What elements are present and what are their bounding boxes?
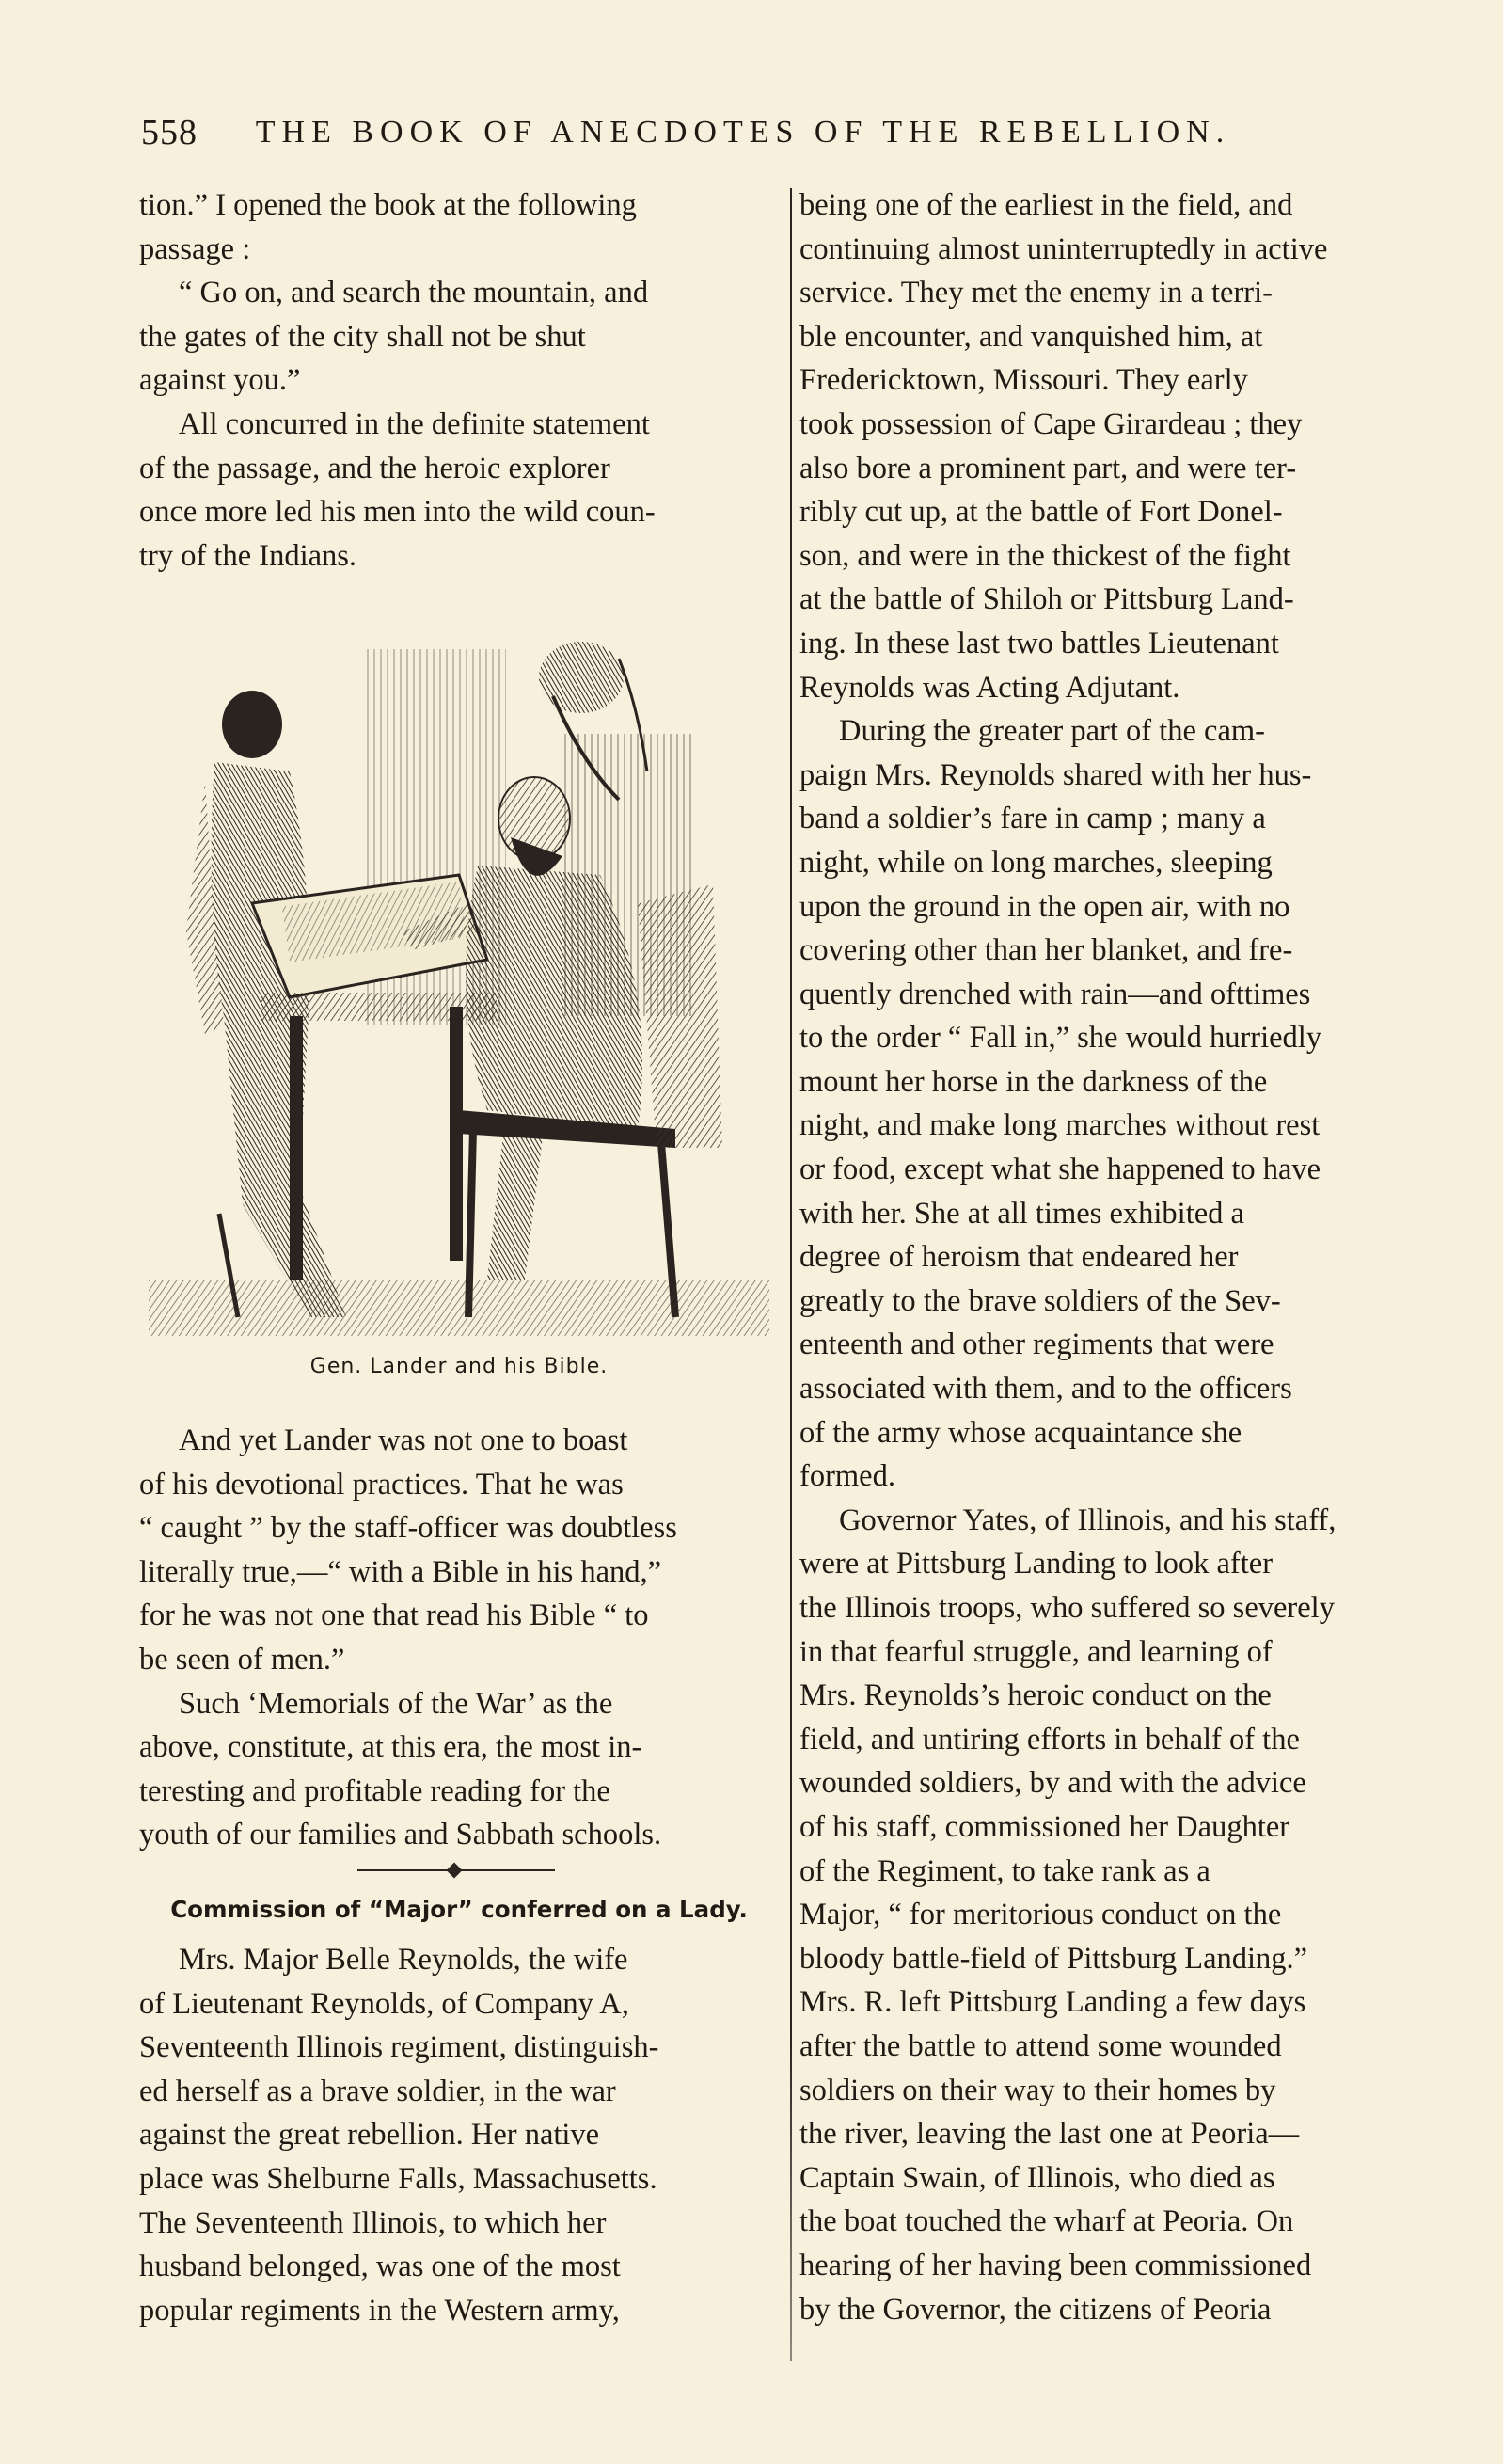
text-line: ble encounter, and vanquished him, at (799, 319, 1263, 354)
text-line: night, while on long marches, sleeping (799, 845, 1273, 880)
text-line: quently drenched with rain—and ofttimes (799, 977, 1311, 1011)
text-line: During the greater part of the cam- (839, 714, 1265, 749)
text-line: popular regiments in the Western army, (139, 2293, 620, 2328)
page-number: 558 (141, 113, 198, 152)
text-line: paign Mrs. Reynolds shared with her hus- (799, 757, 1312, 792)
text-line: passage : (139, 231, 251, 266)
text-line: ing. In these last two battles Lieutenant (799, 626, 1279, 660)
text-line: Mrs. Reynolds’s heroic conduct on the (799, 1678, 1272, 1713)
left-column-middle (139, 1419, 779, 1857)
text-line: with her. She at all times exhibited a (799, 1196, 1244, 1231)
text-line: of the army whose acquaintance she (799, 1415, 1242, 1450)
left-column-top (139, 183, 779, 578)
text-line: band a soldier’s fare in camp ; many a (799, 802, 1266, 836)
text-line: Captain Swain, of Illinois, who died as (799, 2160, 1275, 2195)
text-line: of the passage, and the heroic explorer (139, 451, 610, 485)
text-line: Mrs. R. left Pittsburg Landing a few days (799, 1985, 1306, 2020)
text-line: be seen of men.” (139, 1642, 345, 1677)
text-line: of the Regiment, to take rank as a (799, 1853, 1210, 1888)
text-line: bloody battle-field of Pittsburg Landing.” (799, 1941, 1308, 1976)
text-line: associated with them, and to the officers (799, 1372, 1292, 1407)
text-line: upon the ground in the open air, with no (799, 889, 1290, 924)
text-line: once more led his men into the wild coun- (139, 495, 656, 530)
text-line: service. They met the enemy in a terri- (799, 276, 1273, 310)
text-line: husband belonged, was one of the most (139, 2249, 621, 2284)
text-line: The Seventeenth Illinois, to which her (139, 2205, 607, 2240)
text-line: of his staff, commissioned her Daughter (799, 1809, 1290, 1844)
figure-caption: Gen. Lander and his Bible. (309, 1355, 609, 1378)
text-line: to the order “ Fall in,” she would hurriedly (799, 1021, 1322, 1056)
text-line: And yet Lander was not one to boast (179, 1423, 628, 1457)
text-line: ed herself as a brave soldier, in the war (139, 2074, 616, 2108)
text-line: covering other than her blanket, and fre- (799, 933, 1293, 968)
text-line: took possession of Cape Girardeau ; they (799, 406, 1303, 441)
text-line: Reynolds was Acting Adjutant. (799, 670, 1180, 705)
text-line: or food, except what she happened to have (799, 1153, 1321, 1187)
text-line: Seventeenth Illinois regiment, distinguish- (139, 2030, 659, 2065)
section-ornament (357, 1863, 555, 1878)
text-line: the river, leaving the last one at Peoria— (799, 2117, 1300, 2152)
text-line: enteenth and other regiments that were (799, 1327, 1274, 1362)
text-line: All concurred in the definite statement (179, 406, 650, 441)
text-line: the gates of the city shall not be shut (139, 319, 586, 354)
text-line: soldiers on their way to their homes by (799, 2073, 1276, 2107)
text-line: hearing of her having been commissioned (799, 2248, 1312, 2282)
text-line: above, constitute, at this era, the most in- (139, 1730, 642, 1765)
text-line: son, and were in the thickest of the fight (799, 538, 1291, 573)
text-line: in that fearful struggle, and learning of (799, 1634, 1273, 1669)
left-column-bottom (139, 1938, 779, 2332)
engraving-icon (149, 621, 769, 1336)
text-line: against you.” (139, 363, 301, 398)
text-line: mount her horse in the darkness of the (799, 1064, 1268, 1099)
text-line: continuing almost uninterruptedly in active (799, 231, 1328, 266)
text-line: formed. (799, 1459, 895, 1494)
text-line: the boat touched the wharf at Peoria. On (799, 2204, 1294, 2239)
text-line: ribly cut up, at the battle of Fort Donel- (799, 495, 1283, 530)
text-line: degree of heroism that endeared her (799, 1240, 1239, 1275)
text-line: youth of our families and Sabbath schools. (139, 1818, 662, 1852)
text-line: Mrs. Major Belle Reynolds, the wife (179, 1943, 628, 1977)
text-line: teresting and profitable reading for the (139, 1773, 610, 1808)
text-line: try of the Indians. (139, 538, 357, 573)
running-head (141, 109, 1317, 156)
text-line: literally true,—“ with a Bible in his hand,” (139, 1554, 662, 1589)
text-line: against the great rebellion. Her native (139, 2118, 600, 2153)
text-line: place was Shelburne Falls, Massachusetts. (139, 2161, 657, 2196)
text-line: were at Pittsburg Landing to look after (799, 1547, 1274, 1582)
text-line: Such ‘Memorials of the War’ as the (179, 1686, 613, 1721)
text-line: of Lieutenant Reynolds, of Company A, (139, 1986, 629, 2021)
column-divider (790, 188, 792, 2361)
text-line: by the Governor, the citizens of Peoria (799, 2292, 1272, 2327)
text-line: greatly to the brave soldiers of the Sev- (799, 1283, 1281, 1318)
text-line: the Illinois troops, who suffered so severely (799, 1591, 1335, 1625)
text-line: Governor Yates, of Illinois, and his staff, (839, 1502, 1337, 1537)
text-line: Major, “ for meritorious conduct on the (799, 1898, 1282, 1932)
text-line: field, and untiring efforts in behalf of the (799, 1722, 1300, 1757)
text-line: tion.” I opened the book at the following (139, 188, 637, 222)
text-line: night, and make long marches without rest (799, 1108, 1321, 1143)
text-line: wounded soldiers, by and with the advice (799, 1766, 1306, 1801)
text-line: of his devotional practices. That he was (139, 1467, 624, 1502)
running-title: THE BOOK OF ANECDOTES OF THE REBELLION. (255, 115, 1231, 150)
right-column (799, 183, 1447, 2331)
section-heading: Commission of “Major” conferred on a Lady. (170, 1896, 748, 1923)
engraving-illustration (149, 621, 769, 1336)
text-line: also bore a prominent part, and were ter- (799, 451, 1297, 485)
text-line: “ caught ” by the staff-officer was doubtless (139, 1511, 677, 1546)
text-line: Fredericktown, Missouri. They early (799, 363, 1248, 398)
text-line: at the battle of Shiloh or Pittsburg Land- (799, 582, 1294, 617)
text-line: being one of the earliest in the field, and (799, 188, 1293, 222)
text-line: for he was not one that read his Bible “ to (139, 1598, 649, 1633)
text-line: after the battle to attend some wounded (799, 2028, 1282, 2063)
text-line: “ Go on, and search the mountain, and (179, 276, 649, 310)
